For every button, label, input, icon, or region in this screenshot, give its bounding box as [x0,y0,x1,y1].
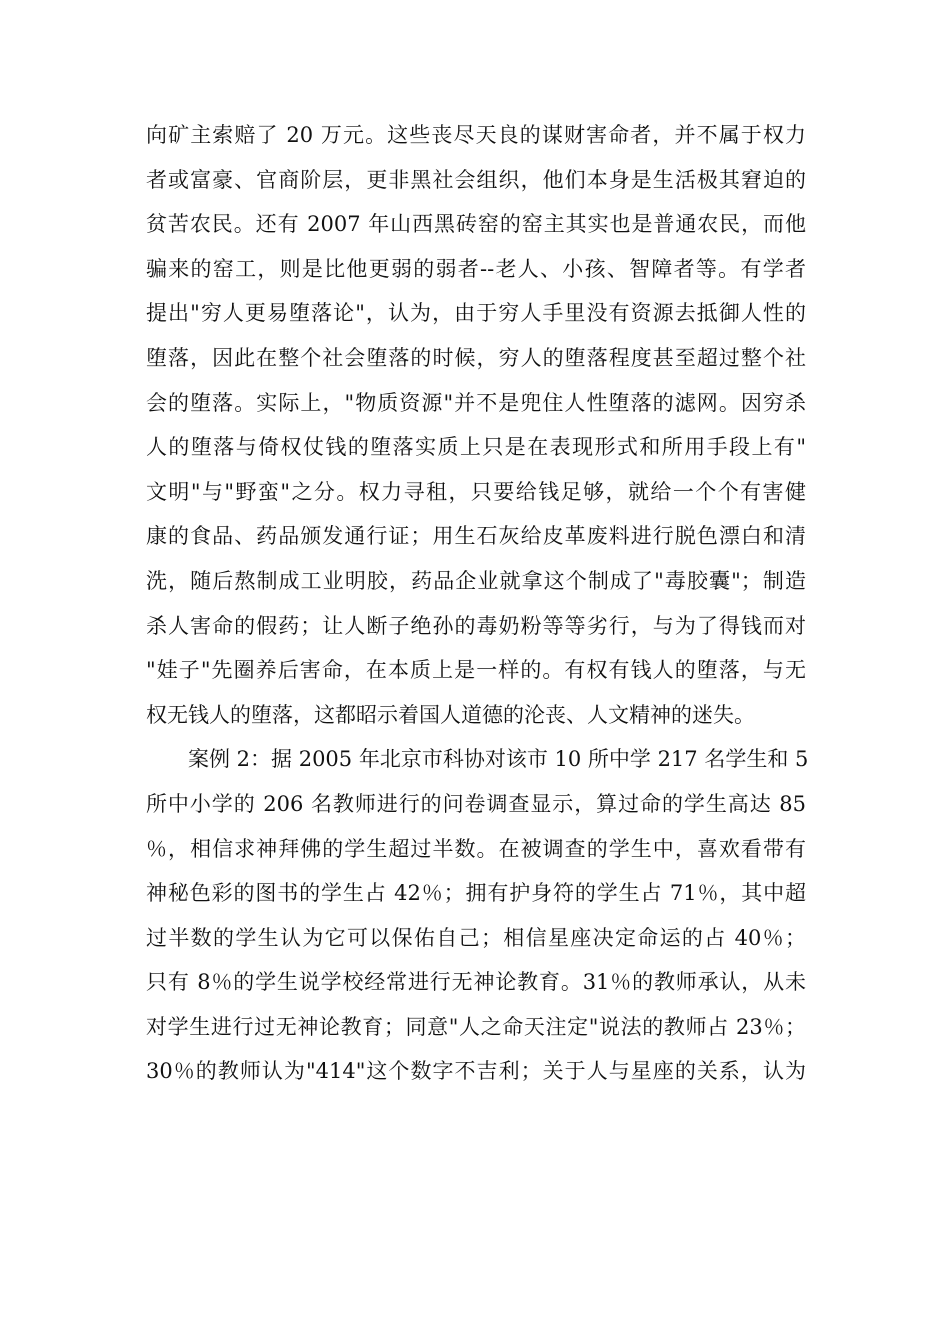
text-line: 骗来的窑工，则是比他更弱的弱者--老人、小孩、智障者等。有学者 [146,256,806,281]
text-line: 提出"穷人更易堕落论"，认为，由于穷人手里没有资源去抵御人性的 [146,301,806,326]
text-line: 神秘色彩的图书的学生占 42％；拥有护身符的学生占 71％，其中超 [146,881,806,906]
text-line: 人的堕落与倚权仗钱的堕落实质上只是在表现形式和所用手段上有" [146,435,806,460]
text-line: 康的食品、药品颁发通行证；用生石灰给皮革废料进行脱色漂白和清 [146,524,806,549]
text-line: 杀人害命的假药；让人断子绝孙的毒奶粉等等劣行，与为了得钱而对 [146,613,806,638]
text-line: 文明"与"野蛮"之分。权力寻租，只要给钱足够，就给一个个有害健 [146,479,806,504]
text-line: ％，相信求神拜佛的学生超过半数。在被调查的学生中，喜欢看带有 [146,836,806,861]
text-line: 洗，随后熬制成工业明胶，药品企业就拿这个制成了"毒胶囊"；制造 [146,568,806,593]
text-line: 过半数的学生认为它可以保佑自己；相信星座决定命运的占 40％； [146,925,806,950]
text-line: 所中小学的 206 名教师进行的问卷调查显示，算过命的学生高达 85 [146,791,806,816]
text-line: 只有 8％的学生说学校经常进行无神论教育。31％的教师承认，从未 [146,970,806,995]
text-line: 会的堕落。实际上，"物质资源"并不是兜住人性堕落的滤网。因穷杀 [146,390,806,415]
text-line: 权无钱人的堕落，这都昭示着国人道德的沦丧、人文精神的迷失。 [146,702,755,727]
text-line: 贫苦农民。还有 2007 年山西黑砖窑的窑主其实也是普通农民，而他 [146,212,806,237]
paragraph-2 [146,737,809,1094]
paragraph-1 [146,113,806,737]
body-text [146,113,809,1094]
text-line: 30％的教师认为"414"这个数字不吉利；关于人与星座的关系，认为 [146,1059,806,1084]
text-line: "娃子"先圈养后害命，在本质上是一样的。有权有钱人的堕落，与无 [146,658,806,683]
text-line: 案例 2：据 2005 年北京市科协对该市 10 所中学 217 名学生和 5 [188,747,809,772]
text-line: 对学生进行过无神论教育；同意"人之命天注定"说法的教师占 23％； [146,1014,806,1039]
text-line: 向矿主索赔了 20 万元。这些丧尽天良的谋财害命者，并不属于权力 [146,123,806,147]
text-line: 者或富豪、官商阶层，更非黑社会组织，他们本身是生活极其窘迫的 [146,167,806,192]
text-line: 堕落，因此在整个社会堕落的时候，穷人的堕落程度甚至超过整个社 [146,345,806,370]
